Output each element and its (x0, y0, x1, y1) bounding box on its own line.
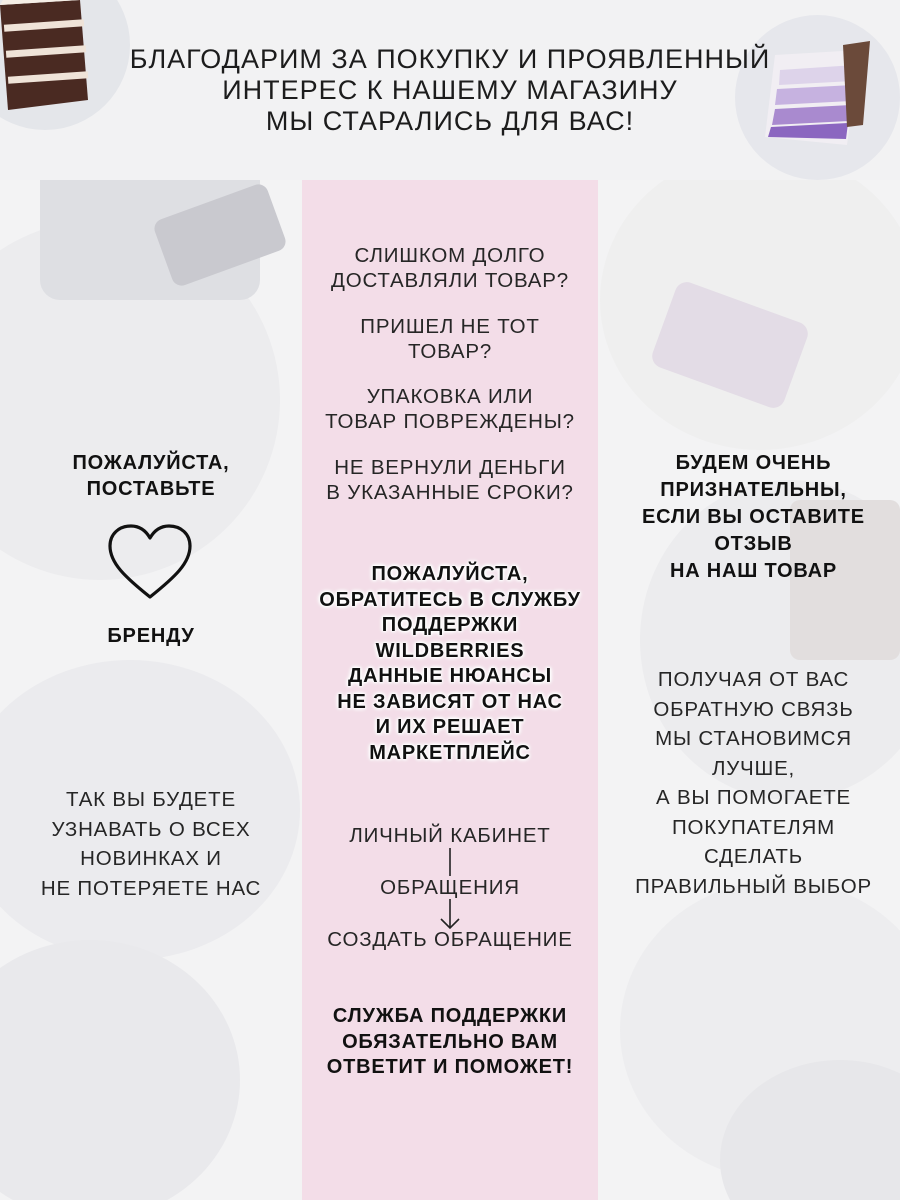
support-appeal-text: ПОЖАЛУЙСТА, ОБРАТИТЕСЬ В СЛУЖБУ ПОДДЕРЖКИ WILDBERRIES ДАННЫЕ НЮАНСЫ НЕ ЗАВИСЯТ ОТ НАС И ИХ РЕШАЕТ МАРКЕТПЛЕЙС (319, 563, 581, 764)
review-request-text: БУДЕМ ОЧЕНЬ ПРИЗНАТЕЛЬНЫ, ЕСЛИ ВЫ ОСТАВИТЕ ОТЗЫВ НА НАШ ТОВАР (642, 452, 865, 582)
header-title-line-1: БЛАГОДАРИМ ЗА ПОКУПКУ И ПРОЯВЛЕННЫЙ (129, 44, 771, 74)
header-title-line-2: ИНТЕРЕС К НАШЕМУ МАГАЗИНУ (222, 75, 678, 105)
rate-brand-prompt: ПОЖАЛУЙСТА, ПОСТАВЬТЕ (72, 452, 230, 500)
step-create-request: СОЗДАТЬ ОБРАЩЕНИЕ (327, 928, 573, 951)
brand-label: БРЕНДУ (107, 625, 195, 647)
support-closing-text: СЛУЖБА ПОДДЕРЖКИ ОБЯЗАТЕЛЬНО ВАМ ОТВЕТИТ И ПОМОЖЕТ! (326, 1005, 574, 1078)
header-title (0, 44, 900, 137)
heart-outline-icon (107, 523, 193, 603)
step-requests: ОБРАЩЕНИЯ (380, 876, 520, 899)
question-slow-delivery: СЛИШКОМ ДОЛГО ДОСТАВЛЯЛИ ТОВАР? (331, 244, 569, 292)
stay-updated-note: ТАК ВЫ БУДЕТЕ УЗНАВАТЬ О ВСЕХ НОВИНКАХ И НЕ ПОТЕРЯЕТЕ НАС (40, 788, 262, 900)
header-title-line-3: МЫ СТАРАЛИСЬ ДЛЯ ВАС! (265, 106, 635, 136)
question-wrong-item: ПРИШЕЛ НЕ ТОТ ТОВАР? (360, 315, 540, 363)
step-personal-account: ЛИЧНЫЙ КАБИНЕТ (349, 824, 551, 847)
question-damaged: УПАКОВКА ИЛИ ТОВАР ПОВРЕЖДЕНЫ? (325, 385, 575, 433)
feedback-benefit-text: ПОЛУЧАЯ ОТ ВАС ОБРАТНУЮ СВЯЗЬ МЫ СТАНОВИМСЯ ЛУЧШЕ, А ВЫ ПОМОГАЕТЕ ПОКУПАТЕЛЯМ СДЕЛАТЬ ПРАВИЛЬНЫЙ ВЫБОР (635, 668, 872, 898)
question-refund: НЕ ВЕРНУЛИ ДЕНЬГИ В УКАЗАННЫЕ СРОКИ? (326, 456, 574, 504)
step-connector-line (440, 848, 460, 878)
header-banner (0, 0, 900, 180)
